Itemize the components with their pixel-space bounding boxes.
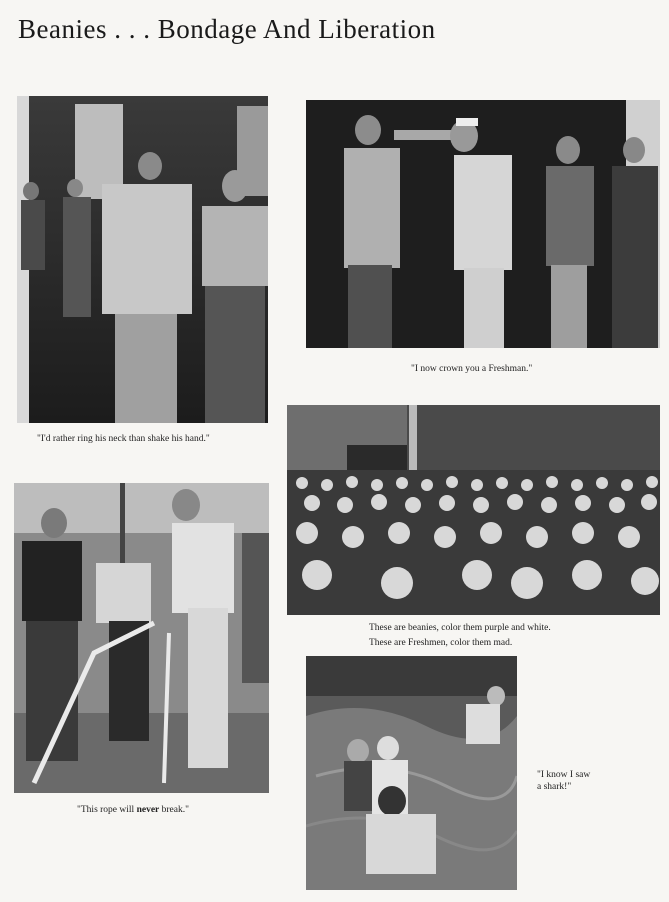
caption-rope-before: "This rope will bbox=[77, 805, 137, 815]
caption-crowning: "I now crown you a Freshman." bbox=[411, 364, 533, 374]
photo-assembly bbox=[287, 405, 660, 615]
photo-mud bbox=[306, 656, 517, 890]
caption-handshake: "I'd rather ring his neck than shake his hand." bbox=[37, 434, 210, 444]
photo-rope bbox=[14, 483, 269, 793]
caption-mud-line1: "I know I saw bbox=[537, 770, 591, 780]
page-title: Beanies . . . Bondage And Liberation bbox=[18, 14, 436, 44]
caption-assembly-line1: These are beanies, color them purple and white. bbox=[369, 623, 551, 633]
caption-assembly-line2: These are Freshmen, color them mad. bbox=[369, 638, 513, 648]
photo-handshake bbox=[17, 96, 268, 423]
caption-rope-emphasis: never bbox=[136, 805, 160, 815]
caption-mud-line2: a shark!" bbox=[537, 782, 572, 792]
caption-rope bbox=[77, 803, 189, 817]
caption-rope-after: break." bbox=[159, 805, 189, 815]
photo-crowning bbox=[306, 100, 660, 348]
